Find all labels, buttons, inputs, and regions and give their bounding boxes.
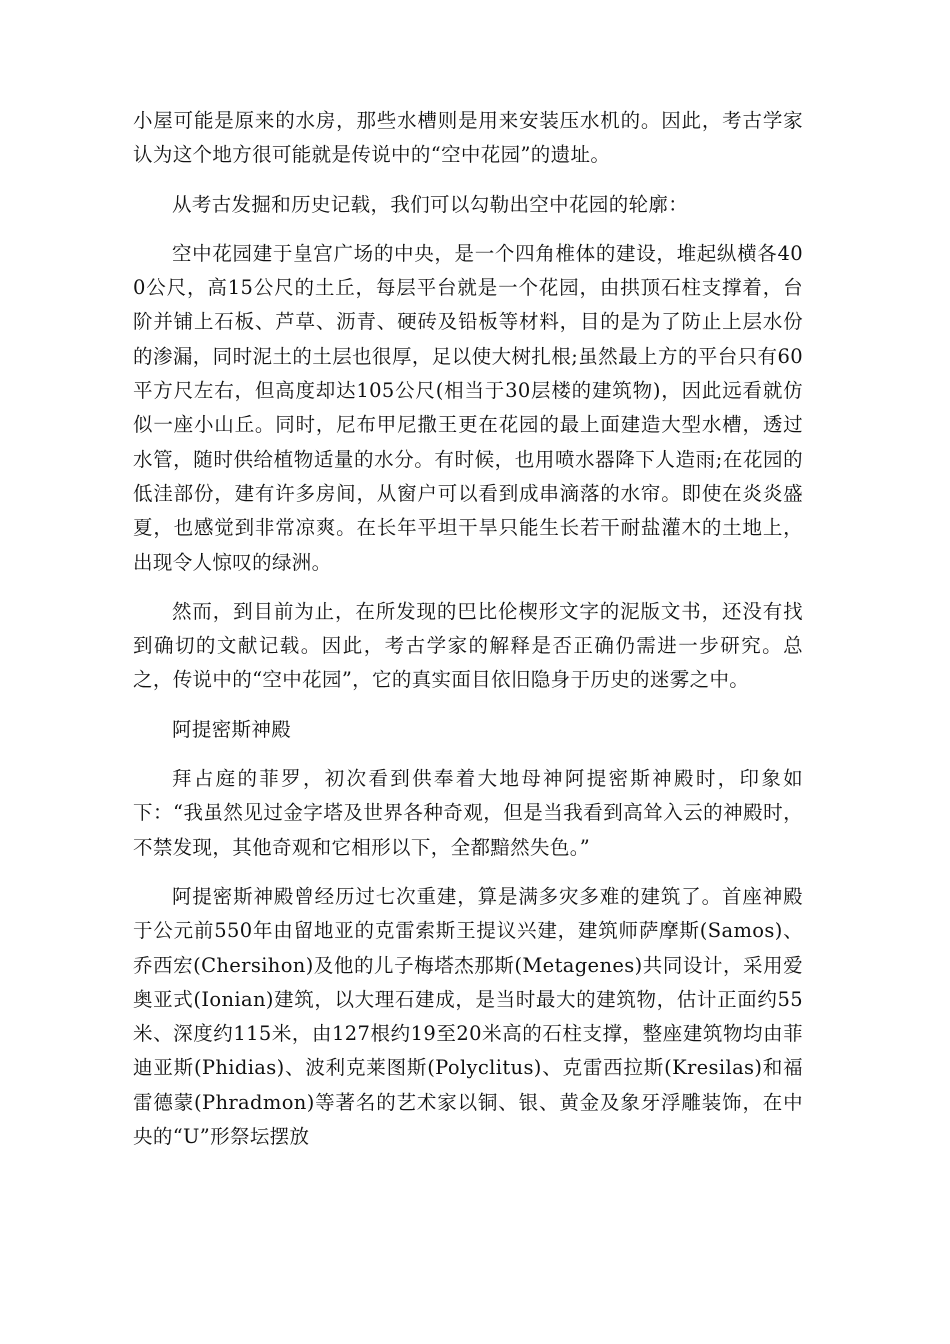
paragraph-4: 然而，到目前为止，在所发现的巴比伦楔形文字的泥版文书，还没有找到确切的文献记载。因此，考古学家的解释是否正确仍需进一步研究。总之，传说中的“空中花园”，它的真实面目依旧隐身于历史的迷雾之中。 — [133, 599, 803, 692]
section-heading: 阿提密斯神殿 — [172, 717, 292, 741]
paragraph-5: 拜占庭的菲罗，初次看到供奉着大地母神阿提密斯神殿时，印象如下：“我虽然见过金字塔及世界各种奇观，但是当我看到高耸入云的神殿时，不禁发现，其他奇观和它相形以下，全都黯然失色。” — [133, 767, 803, 859]
paragraph-2: 从考古发掘和历史记载，我们可以勾勒出空中花园的轮廓： — [172, 192, 689, 216]
paragraph-1: 小屋可能是原来的水房，那些水槽则是用来安装压水机的。因此，考古学家认为这个地方很可能就是传说中的“空中花园”的遗址。 — [133, 109, 803, 167]
paragraph-6: 阿提密斯神殿曾经历过七次重建，算是满多灾多难的建筑了。首座神殿于公元前550年由留地亚的克雷索斯王提议兴建，建筑师萨摩斯(Samos)、乔西宏(Chersihon)及他的儿子梅塔杰那斯(Metagenes)共同设计，采用爱奥亚式(Ionian)建筑，以大理石建成，是当时最大的建筑物，估计正面约55米、深度约115米，由127根约19至20米高的石柱支撑，整座建筑物均由菲迪亚斯(Phidias)、波利克莱图斯(Polyclitus)、克雷西拉斯(Kresilas)和福雷德蒙(Phradmon)等著名的艺术家以铜、银、黄金及象牙浮雕装饰，在中央的“U”形祭坛摆放 — [133, 884, 803, 1149]
paragraph-3: 空中花园建于皇宫广场的中央，是一个四角椎体的建设，堆起纵横各400公尺，高15公尺的土丘，每层平台就是一个花园，由拱顶石柱支撑着，台阶并铺上石板、芦草、沥青、硬砖及铅板等材料，目的是为了防止上层水份的渗漏，同时泥土的土层也很厚，足以使大树扎根;虽然最上方的平台只有60平方尺左右，但高度却达105公尺(相当于30层楼的建筑物)，因此远看就仿似一座小山丘。同时，尼布甲尼撒王更在花园的最上面建造大型水槽，透过水管，随时供给植物适量的水分。有时候，也用喷水器降下人造雨;在花园的低洼部份，建有许多房间，从窗户可以看到成串滴落的水帘。即使在炎炎盛夏，也感觉到非常凉爽。在长年平坦干旱只能生长若干耐盐灌木的土地上，出现令人惊叹的绿洲。 — [133, 241, 803, 574]
document-page — [133, 104, 803, 1169]
